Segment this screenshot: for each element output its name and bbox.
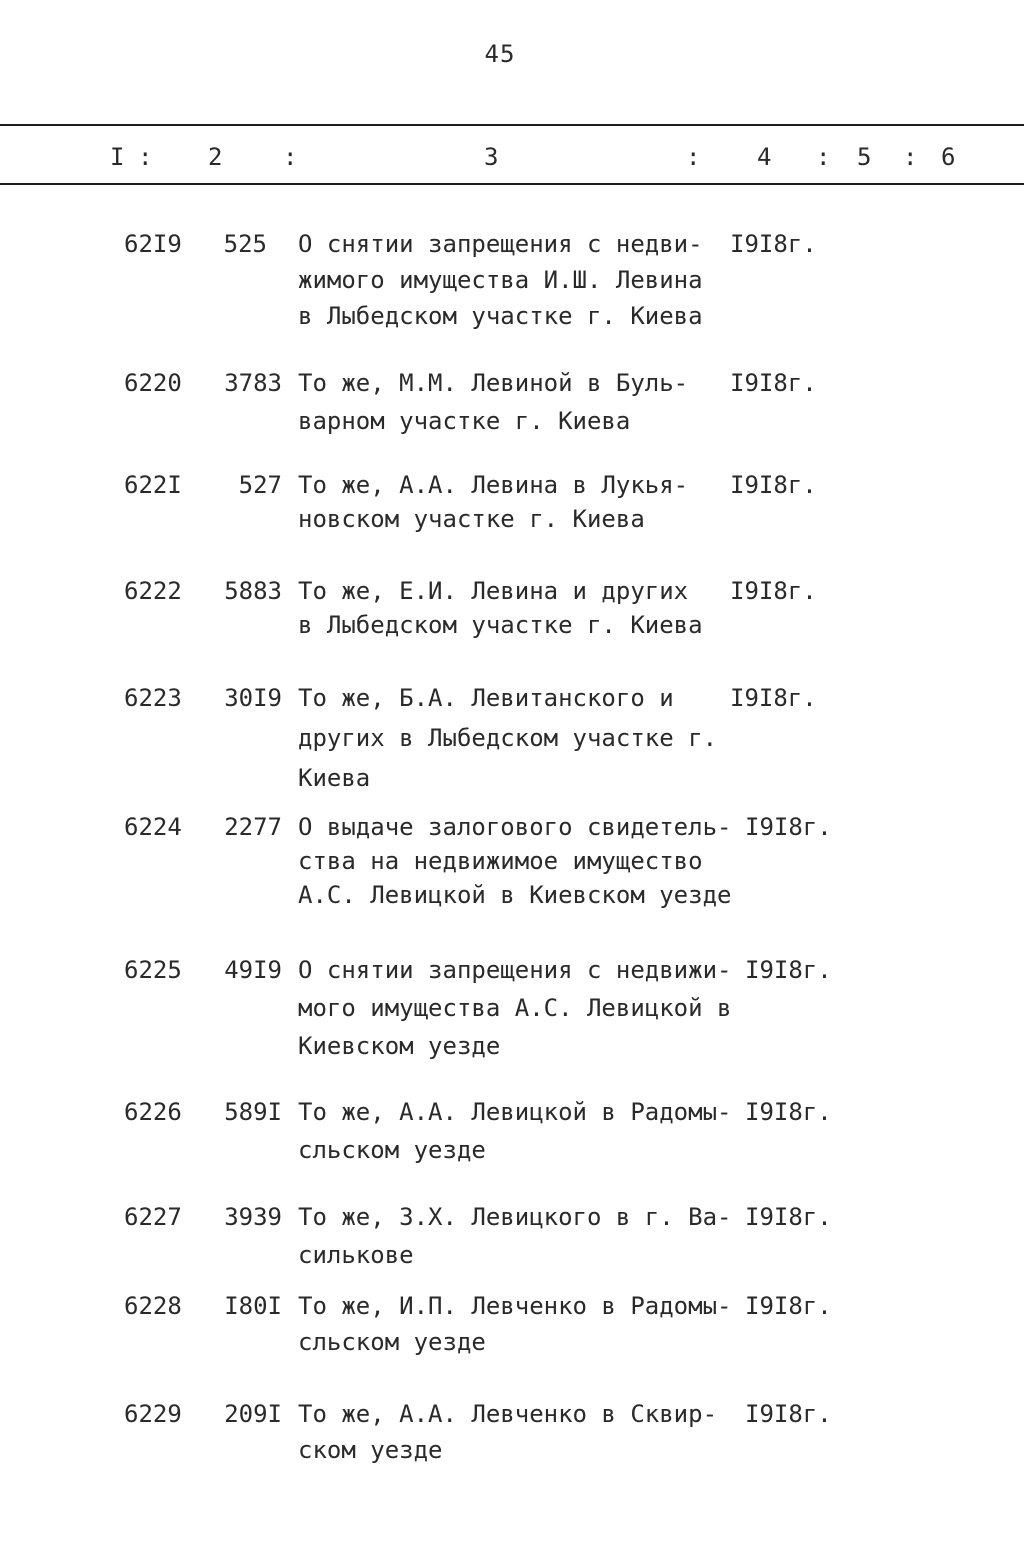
description-line: силькове [298,1241,414,1269]
record-description [298,810,758,912]
record-description [298,364,758,440]
record-number: 6223 [124,684,182,712]
description-line: сльском уезде [298,1136,486,1164]
description-line: мого имущества А.С. Левицкой в [298,994,732,1022]
record-description [298,1288,758,1360]
record-number: 6225 [124,956,182,984]
record-date: I9I8г. [730,369,817,397]
description-line: То же, А.А. Левина в Лукья- [298,471,689,499]
case-number: 3783 [224,369,282,397]
record-number: 6222 [124,577,182,605]
record-description [298,1093,758,1169]
record-date: I9I8г. [745,956,832,984]
header-col-1: I [110,143,125,171]
header-col-5: 5 [857,143,872,171]
description-line: А.С. Левицкой в Киевском уезде [298,881,732,909]
record-number: 6227 [124,1203,182,1231]
header-col-3: 3 [484,143,499,171]
description-line: в Лыбедском участке г. Киева [298,611,703,639]
table-header [0,143,1024,173]
record-date: I9I8г. [730,684,817,712]
description-line: То же, А.А. Левицкой в Радомы- [298,1098,732,1126]
description-line: Киева [298,764,371,792]
record-description [298,468,758,536]
record-number: 6220 [124,369,182,397]
description-line: То же, З.Х. Левицкого в г. Ва- [298,1203,732,1231]
description-line: жимого имущества И.Ш. Левина [298,266,703,294]
record-date: I9I8г. [745,1203,832,1231]
case-number: 30I9 [224,684,282,712]
header-col-2: 2 [208,143,223,171]
record-date: I9I8г. [745,1098,832,1126]
description-line: То же, А.А. Левченко в Сквир- [298,1400,718,1428]
header-top-rule [0,124,1024,126]
description-line: То же, Б.А. Левитанского и [298,684,674,712]
header-separator: : [686,143,701,171]
description-line: О снятии запрещения с недвижи- [298,956,732,984]
record-date: I9I8г. [730,577,817,605]
description-line: То же, Е.И. Левина и других [298,577,689,605]
case-number: 525 [223,230,267,258]
record-date: I9I8г. [730,471,817,499]
header-col-6: 6 [941,143,956,171]
description-line: О снятии запрещения с недви- [298,230,703,258]
header-separator: : [138,143,153,171]
header-separator: : [283,143,298,171]
description-line: То же, И.П. Левченко в Радомы- [298,1292,732,1320]
description-line: О выдаче залогового свидетель- [298,813,732,841]
record-number: 622I [124,471,182,499]
case-number: 209I [224,1400,282,1428]
header-bottom-rule [0,183,1024,185]
case-number: 589I [224,1098,282,1126]
case-number: 49I9 [224,956,282,984]
case-number: I80I [224,1292,282,1320]
record-number: 62I9 [124,230,182,258]
description-line: Киевском уезде [298,1032,501,1060]
description-line: сльском уезде [298,1328,486,1356]
record-number: 6229 [124,1400,182,1428]
record-date: I9I8г. [730,230,817,258]
record-number: 6226 [124,1098,182,1126]
case-number: 3939 [224,1203,282,1231]
case-number: 527 [238,471,282,499]
record-description [298,1396,758,1468]
description-line: других в Лыбедском участке г. [298,724,718,752]
description-line: ства на недвижимое имущество [298,847,703,875]
description-line: в Лыбедском участке г. Киева [298,302,703,330]
description-line: То же, М.М. Левиной в Буль- [298,369,689,397]
record-number: 6224 [124,813,182,841]
record-description [298,574,758,642]
record-description [298,951,758,1065]
record-description [298,226,758,334]
record-description [298,1198,758,1274]
header-separator: : [903,143,918,171]
record-date: I9I8г. [745,813,832,841]
case-number: 5883 [224,577,282,605]
page-number: 45 [484,40,516,68]
record-number: 6228 [124,1292,182,1320]
description-line: новском участке г. Киева [298,505,645,533]
header-col-4: 4 [757,143,772,171]
record-description [298,678,758,798]
description-line: варном участке г. Киева [298,407,631,435]
record-date: I9I8г. [745,1400,832,1428]
header-separator: : [816,143,831,171]
record-date: I9I8г. [745,1292,832,1320]
description-line: ском уезде [298,1436,443,1464]
case-number: 2277 [224,813,282,841]
